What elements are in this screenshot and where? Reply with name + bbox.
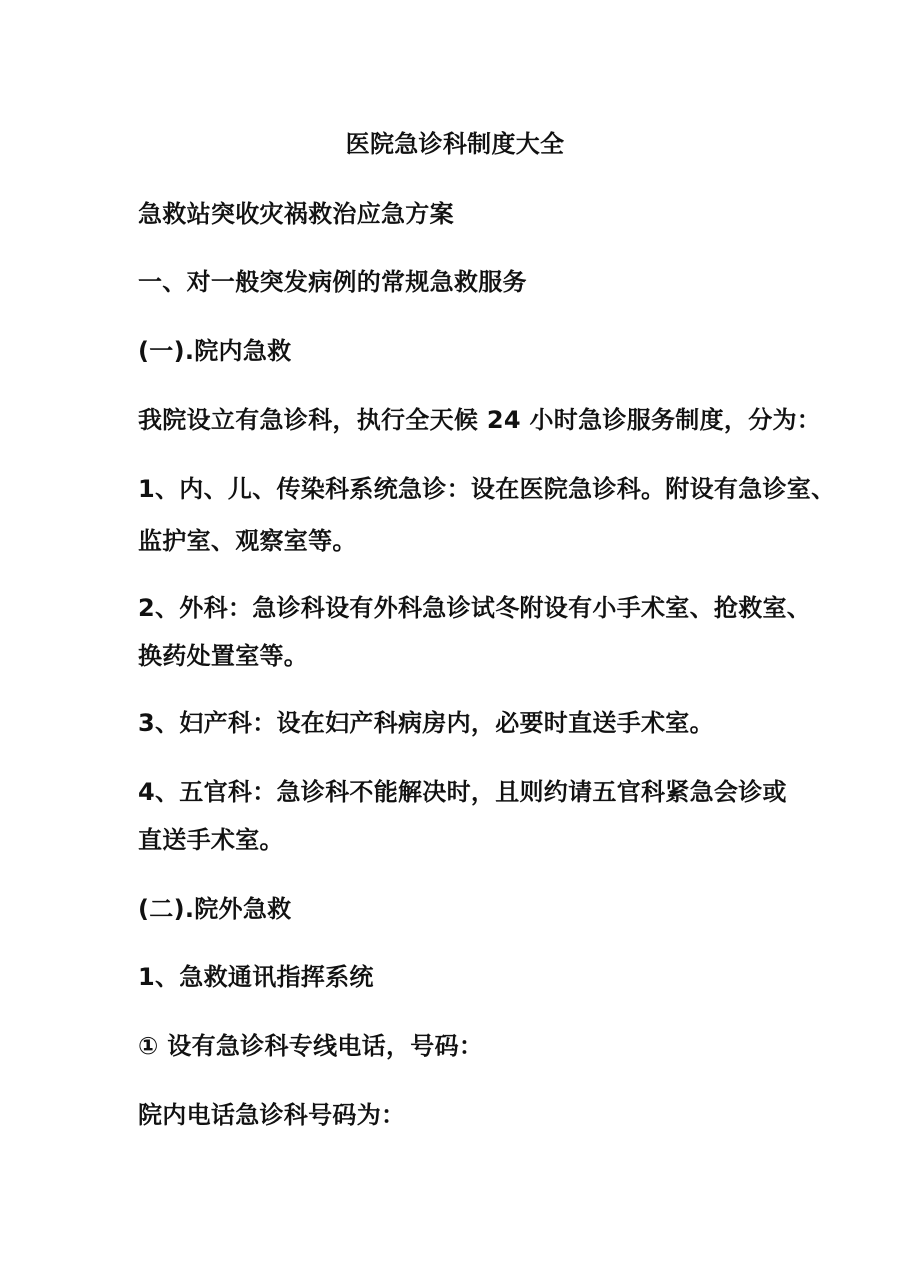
item-3: 3、妇产科：设在妇产科病房内，必要时直送手术室。 [138, 709, 714, 737]
item-4-line-2: 直送手术室。 [138, 826, 284, 854]
intro-paragraph: 我院设立有急诊科，执行全天候 24 小时急诊服务制度，分为： [138, 406, 822, 434]
item-2-line-2: 换药处置室等。 [138, 642, 309, 670]
item-2-line-1: 2、外科：急诊科设有外科急诊试冬附设有小手术室、抢救室、 [138, 594, 812, 622]
item-1-line-1: 1、内、儿、传染科系统急诊：设在医院急诊科。附设有急诊室、 [138, 475, 836, 503]
item-4-line-1: 4、五官科：急诊科不能解决时，且则约请五官科紧急会诊或 [138, 778, 787, 806]
item-7: 院内电话急诊科号码为： [138, 1101, 406, 1129]
item-1-line-2: 监护室、观察室等。 [138, 527, 357, 555]
document-title: 医院急诊科制度大全 [345, 130, 565, 158]
subsection-heading-1: (一).院内急救 [138, 337, 292, 365]
item-5: 1、急救通讯指挥系统 [138, 963, 374, 991]
subsection-heading-2: (二).院外急救 [138, 895, 292, 923]
document-subtitle: 急救站突收灾祸救治应急方案 [138, 200, 454, 228]
item-6: ① 设有急诊科专线电话，号码： [138, 1032, 484, 1060]
section-heading-1: 一、对一般突发病例的常规急救服务 [138, 268, 527, 296]
